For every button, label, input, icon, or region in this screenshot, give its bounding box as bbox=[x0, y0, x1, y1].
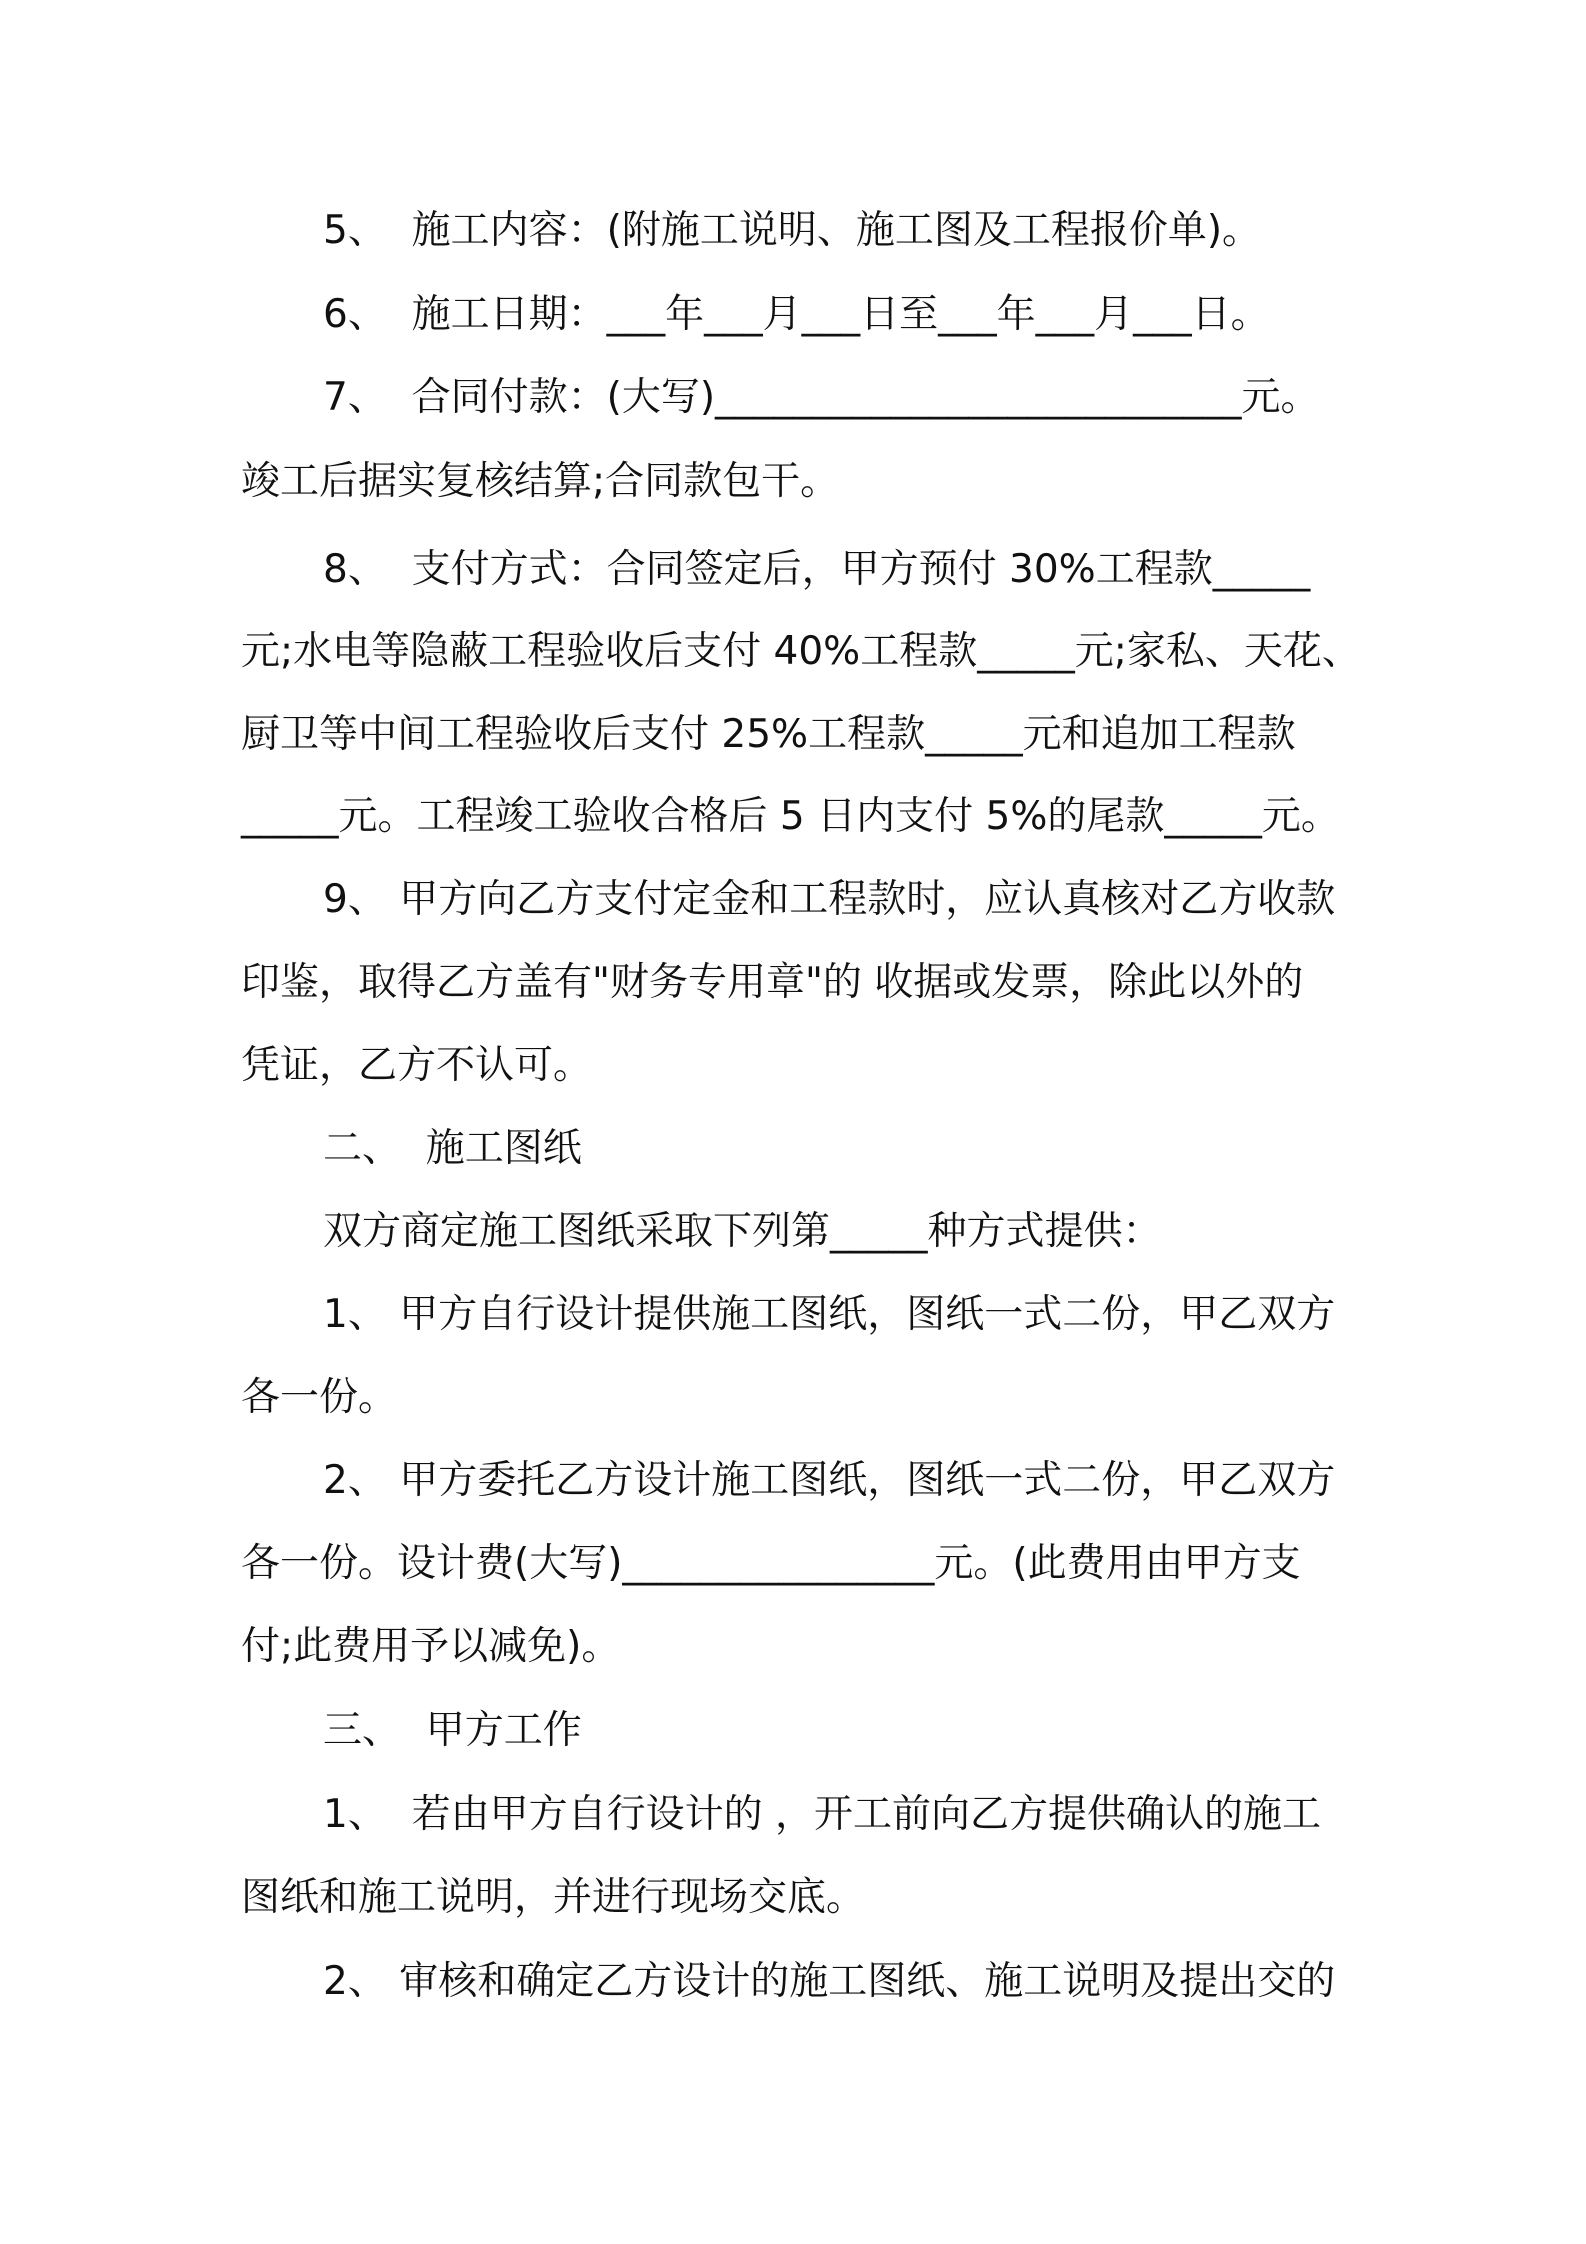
clause-7-contract-payment: 7、 合同付款：(大写)___________________________元。 bbox=[323, 375, 1320, 420]
clause-7-continuation: 竣工后据实复核结算;合同款包干。 bbox=[241, 459, 840, 504]
clause-8-line-2: 元;水电等隐蔽工程验收后支付 40%工程款_____元;家私、天花、 bbox=[241, 629, 1361, 674]
section-2-item-2-line-2: 各一份。设计费(大写)________________元。(此费用由甲方支 bbox=[241, 1541, 1301, 1586]
section-2-item-2: 2、 甲方委托乙方设计施工图纸，图纸一式二份，甲乙双方 bbox=[323, 1458, 1336, 1503]
clause-9-line-2: 印鉴，取得乙方盖有"财务专用章"的 收据或发票，除此以外的 bbox=[241, 960, 1304, 1005]
section-2-intro: 双方商定施工图纸采取下列第_____种方式提供： bbox=[323, 1209, 1162, 1254]
clause-8-payment-method: 8、 支付方式：合同签定后，甲方预付 30%工程款_____ bbox=[323, 547, 1311, 592]
section-3-heading: 三、 甲方工作 bbox=[323, 1708, 582, 1753]
section-2-item-1: 1、 甲方自行设计提供施工图纸，图纸一式二份，甲乙双方 bbox=[323, 1292, 1336, 1337]
clause-8-line-4: _____元。工程竣工验收合格后 5 日内支付 5%的尾款_____元。 bbox=[241, 794, 1340, 839]
section-2-heading: 二、 施工图纸 bbox=[323, 1126, 582, 1171]
clause-9-line-3: 凭证，乙方不认可。 bbox=[241, 1043, 593, 1088]
clause-5-construction-content: 5、 施工内容：(附施工说明、施工图及工程报价单)。 bbox=[323, 208, 1262, 253]
section-2-item-2-line-3: 付;此费用予以减免)。 bbox=[241, 1624, 621, 1669]
clause-6-construction-dates: 6、 施工日期：___年___月___日至___年___月___日。 bbox=[323, 292, 1270, 337]
section-3-item-1-line-2: 图纸和施工说明，并进行现场交底。 bbox=[241, 1875, 866, 1920]
clause-8-line-3: 厨卫等中间工程验收后支付 25%工程款_____元和追加工程款 bbox=[241, 712, 1296, 757]
section-3-item-1: 1、 若由甲方自行设计的 ，开工前向乙方提供确认的施工 bbox=[323, 1792, 1322, 1837]
section-3-item-2: 2、 审核和确定乙方设计的施工图纸、施工说明及提出交的 bbox=[323, 1959, 1336, 2004]
section-2-item-1-line-2: 各一份。 bbox=[241, 1375, 398, 1420]
clause-9-deposit-verification: 9、 甲方向乙方支付定金和工程款时，应认真核对乙方收款 bbox=[323, 877, 1336, 922]
